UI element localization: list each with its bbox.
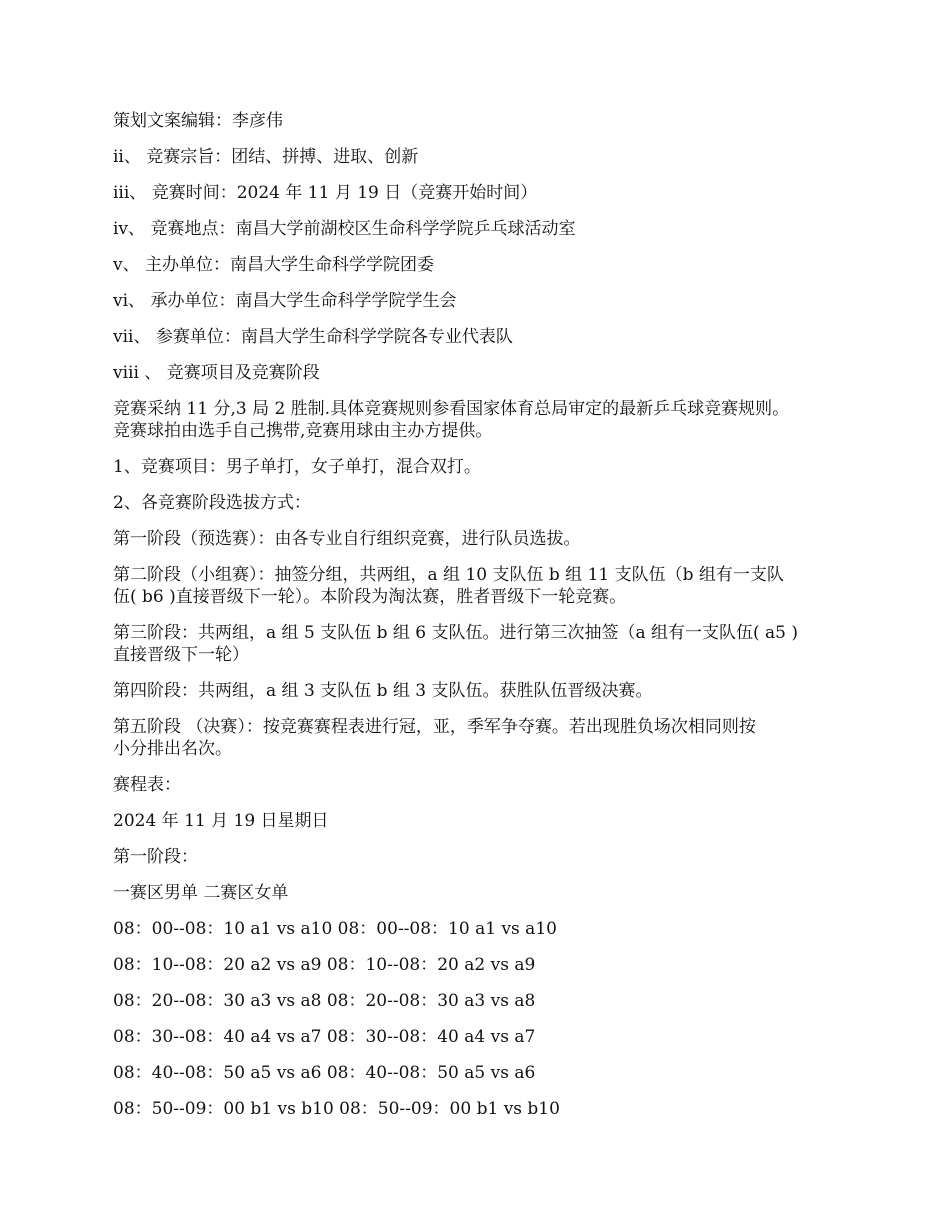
- item-venue: iv、 竞赛地点：南昌大学前湖校区生命科学学院乒乓球活动室: [113, 219, 576, 239]
- zones-line: 一赛区男单 二赛区女单: [113, 883, 289, 903]
- match-row: 08：20--08：30 a3 vs a8 08：20--08：30 a3 vs a8: [113, 991, 536, 1011]
- stage-3: [113, 622, 833, 666]
- item-purpose: ii、 竞赛宗旨：团结、拼搏、进取、创新: [113, 147, 419, 167]
- stage-2-line-1: 第二阶段（小组赛）：抽签分组，共两组，a 组 10 支队伍 b 组 11 支队伍（b 组有一支队: [113, 565, 784, 585]
- events-line: 1、竞赛项目：男子单打，女子单打，混合双打。: [113, 457, 481, 477]
- item-host: vi、 承办单位：南昌大学生命科学学院学生会: [113, 291, 457, 311]
- match-row: 08：10--08：20 a2 vs a9 08：10--08：20 a2 vs a9: [113, 955, 536, 975]
- stage-1: 第一阶段（预选赛）：由各专业自行组织竞赛，进行队员选拔。: [113, 529, 581, 549]
- editor-line: 策划文案编辑：李彦伟: [113, 111, 283, 131]
- selection-heading: 2、各竞赛阶段选拔方式：: [113, 493, 311, 513]
- stage-3-line-1: 第三阶段：共两组，a 组 5 支队伍 b 组 6 支队伍。进行第三次抽签（a 组有一支队伍( a5 ): [113, 623, 799, 643]
- stage-4: 第四阶段：共两组，a 组 3 支队伍 b 组 3 支队伍。获胜队伍晋级决赛。: [113, 681, 653, 701]
- match-row: 08：50--09：00 b1 vs b10 08：50--09：00 b1 vs b10: [113, 1099, 560, 1119]
- rules-line-2: 竞赛球拍由选手自己携带,竞赛用球由主办方提供。: [113, 421, 493, 441]
- item-organizer: v、 主办单位：南昌大学生命科学学院团委: [113, 255, 435, 275]
- stage-5-line-2: 小分排出名次。: [113, 739, 232, 759]
- phase-label: 第一阶段：: [113, 847, 198, 867]
- match-row: 08：40--08：50 a5 vs a6 08：40--08：50 a5 vs a6: [113, 1063, 536, 1083]
- schedule-heading: 赛程表：: [113, 775, 181, 795]
- item-participants: vii、 参赛单位：南昌大学生命科学学院各专业代表队: [113, 327, 513, 347]
- rules-paragraph: [113, 398, 833, 442]
- schedule-date: 2024 年 11 月 19 日星期日: [113, 811, 329, 831]
- stage-2-line-2: 伍( b6 )直接晋级下一轮）。本阶段为淘汰赛，胜者晋级下一轮竞赛。: [113, 587, 627, 607]
- match-row: 08：00--08：10 a1 vs a10 08：00--08：10 a1 vs a10: [113, 919, 557, 939]
- item-events-stages: viii 、 竞赛项目及竞赛阶段: [113, 363, 320, 383]
- item-time: iii、 竞赛时间：2024 年 11 月 19 日（竞赛开始时间）: [113, 183, 538, 203]
- rules-line-1: 竞赛采纳 11 分,3 局 2 胜制.具体竞赛规则参看国家体育总局审定的最新乒乓球竞赛规则。: [113, 399, 790, 419]
- stage-5: [113, 716, 833, 760]
- stage-3-line-2: 直接晋级下一轮）: [113, 645, 249, 665]
- document-body: [113, 110, 833, 1134]
- stage-2: [113, 564, 833, 608]
- stage-5-line-1: 第五阶段 （决赛）：按竞赛赛程表进行冠，亚，季军争夺赛。若出现胜负场次相同则按: [113, 717, 756, 737]
- match-row: 08：30--08：40 a4 vs a7 08：30--08：40 a4 vs a7: [113, 1027, 536, 1047]
